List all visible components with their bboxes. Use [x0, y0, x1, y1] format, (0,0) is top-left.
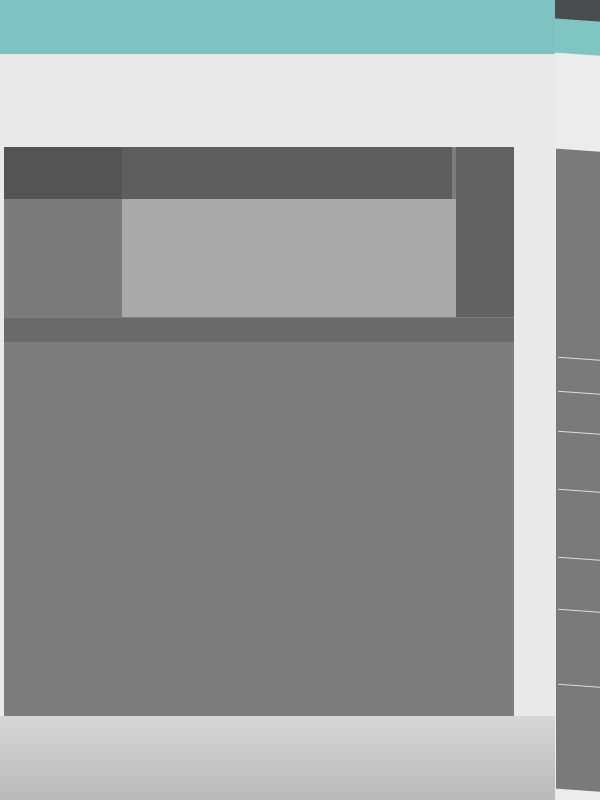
maintenance-table — [4, 147, 514, 717]
odometer-header — [122, 147, 452, 199]
unit-column — [122, 199, 210, 317]
note-header — [4, 199, 122, 317]
right-page-table — [556, 149, 600, 793]
page-bottom-shadow — [0, 716, 555, 800]
periodicity-header — [4, 147, 122, 199]
header-band — [0, 0, 555, 54]
section-header — [4, 318, 514, 342]
odometer-values-block — [210, 199, 456, 317]
months-header — [456, 147, 514, 317]
